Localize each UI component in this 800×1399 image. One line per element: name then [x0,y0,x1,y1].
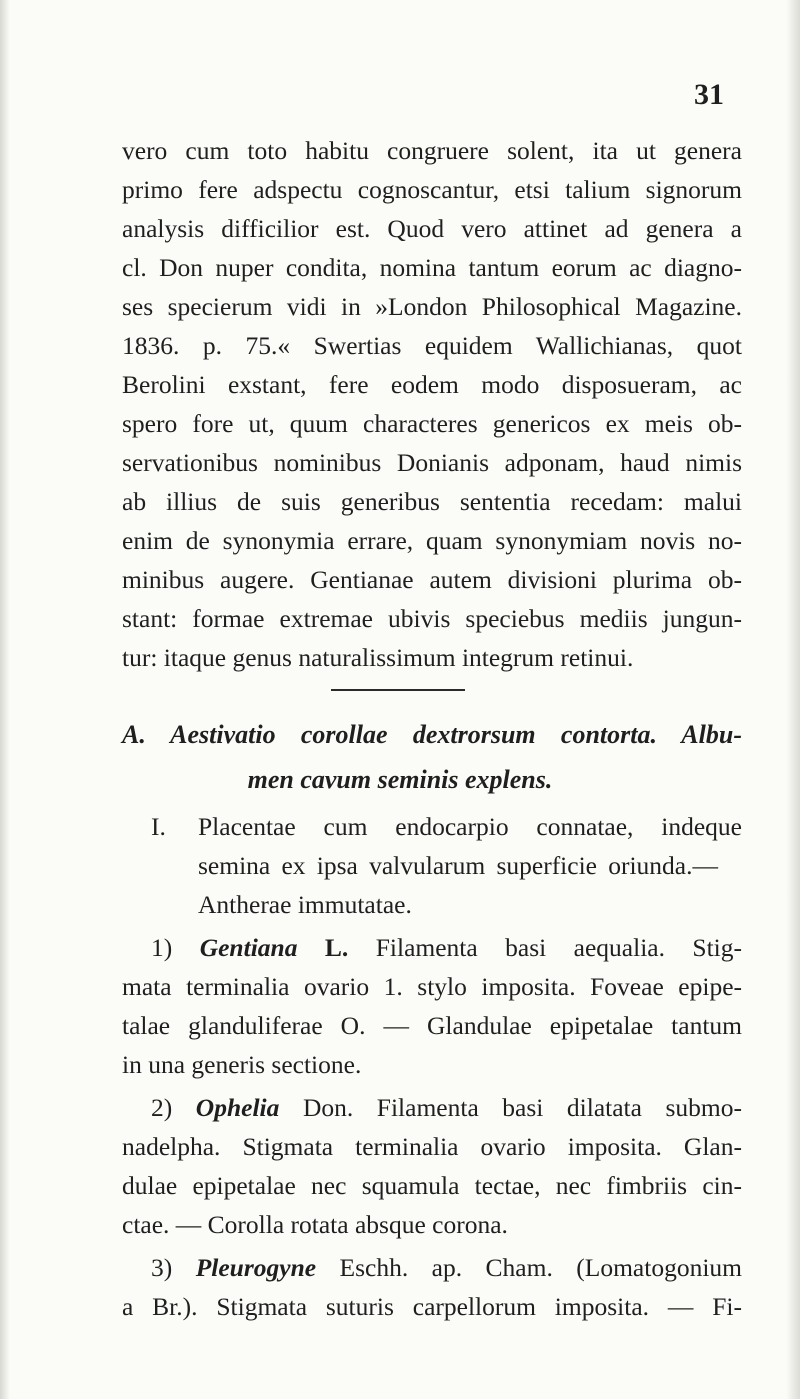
genus-author: Eschh. ap. Cham. [339,1253,553,1282]
genus-author: Don. [302,1093,354,1122]
genus-number: 1) [151,933,173,962]
subsection-line: Antherae immutatae. [198,890,412,919]
genus-text-line: a Br.). Stigmata suturis carpellorum imposita. — Fi- [122,1292,742,1321]
genus-text: Filamenta basi dilatata submo- [376,1093,743,1122]
genus-text: Filamenta basi aequalia. Stig- [375,933,743,962]
paragraph-line: cl. Don nuper condita, nomina tantum eorum ac diagno- [122,253,742,282]
section-heading-line2: men cavum seminis explens. [247,765,553,794]
genus-text-line: nadelpha. Stigmata terminalia ovario imposita. Glan- [122,1132,742,1161]
section-heading [122,720,742,750]
genus-text: (Lomatogonium [576,1253,742,1282]
paragraph-line: 1836. p. 75.« Swertias equidem Wallichianas, quot [122,331,742,360]
genus-text-line: in una generis sectione. [122,1050,362,1079]
page-edge-right [786,0,800,1399]
paragraph-line: primo fere adspectu cognoscantur, etsi talium signorum [122,175,742,204]
paragraph-line: spero fore ut, quum characteres genericos ex meis ob- [122,409,742,438]
paragraph-line: tur: itaque genus naturalissimum integrum retinui. [122,643,634,672]
page-number: 31 [694,78,724,111]
section-divider [331,689,465,691]
paragraph-line: stant: formae extremae ubivis speciebus mediis jungun- [122,604,742,633]
paragraph-line: Berolini exstant, fere eodem modo disposueram, ac [122,370,742,399]
subsection-line: Placentae cum endocarpio connatae, indeque [198,812,742,841]
paragraph-line: minibus augere. Gentianae autem divisioni plurima ob- [122,565,742,594]
genus-name: Gentiana [199,933,298,962]
paragraph-line: ab illius de suis generibus sententia recedam: malui [122,487,742,516]
genus-number: 2) [151,1093,173,1122]
paragraph-line: servationibus nominibus Donianis adponam, haud nimis [122,448,742,477]
genus-text-line: mata terminalia ovario 1. stylo imposita. Foveae epipe- [122,972,742,1001]
section-letter: A. [122,720,146,749]
subsection-numeral: I. [151,812,166,841]
genus-author: L. [324,933,349,962]
paragraph-line: ses specierum vidi in »London Philosophical Magazine. [122,292,742,321]
subsection-line: semina ex ipsa valvularum superficie oriunda.— [198,851,718,880]
genus-name: Ophelia [195,1093,280,1122]
genus-text-line: ctae. — Corolla rotata absque corona. [122,1210,508,1239]
genus-number: 3) [151,1253,173,1282]
genus-entry-first-line [151,1093,742,1123]
genus-entry-first-line [151,1253,742,1283]
genus-text-line: talae glanduliferae O. — Glandulae epipetalae tantum [122,1011,742,1040]
paragraph-line: vero cum toto habitu congruere solent, ita ut genera [122,136,742,165]
genus-entry-first-line [151,933,742,963]
genus-text-line: dulae epipetalae nec squamula tectae, nec fimbriis cin- [122,1171,742,1200]
page-edge-left [0,0,10,1399]
paragraph-line: enim de synonymia errare, quam synonymiam novis no- [122,526,742,555]
genus-name: Pleurogyne [195,1253,317,1282]
section-heading-line1: Aestivatio corollae dextrorsum contorta. Albu- [170,720,742,749]
paragraph-line: analysis difficilior est. Quod vero attinet ad genera a [122,214,742,243]
